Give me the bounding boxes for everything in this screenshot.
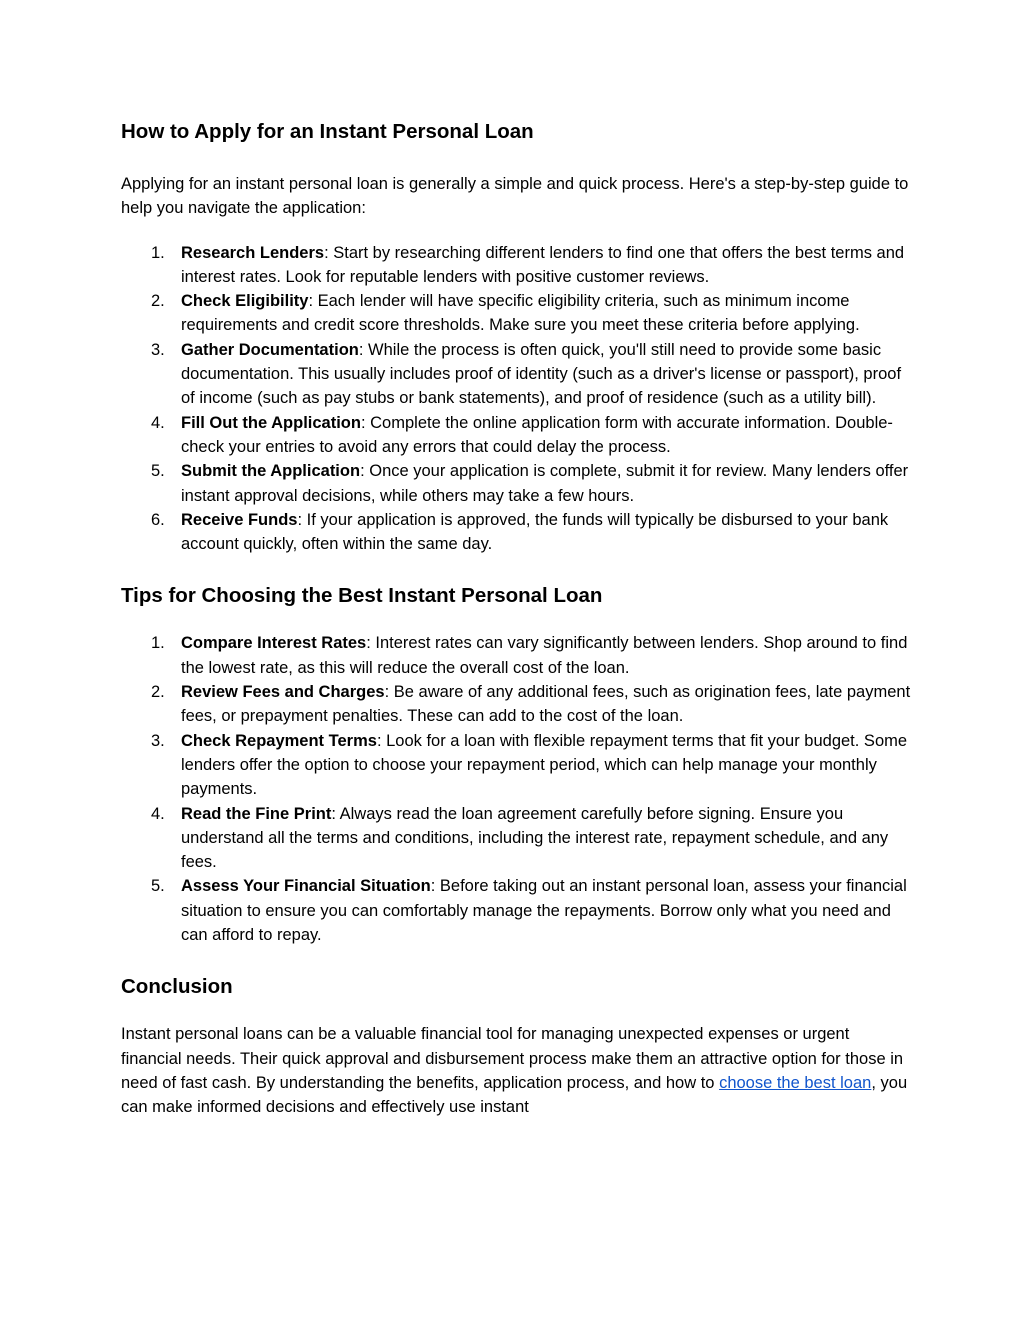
document-page (121, 118, 911, 1120)
list-item-title: Compare Interest Rates (181, 634, 367, 653)
list-item-text: : Interest rates can vary significantly between lenders. Shop around to find the lowest rate, as this will reduce the overall cost of the loan. (181, 634, 908, 677)
list-number: 4. (151, 413, 165, 432)
list-item (121, 411, 911, 460)
list-item (121, 680, 911, 729)
list-item-title: Receive Funds (181, 510, 298, 529)
list-item-text: : If your application is approved, the funds will typically be disbursed to your bank account quickly, often within the same day. (181, 510, 889, 554)
list-number: 5. (151, 877, 165, 896)
heading-conclusion: Conclusion (121, 975, 233, 999)
tips-list (121, 631, 911, 947)
list-item-title: Submit the Application (181, 462, 361, 481)
list-item (121, 241, 911, 290)
list-item-title: Check Eligibility (181, 292, 309, 311)
list-item-title: Assess Your Financial Situation (181, 877, 431, 896)
choose-best-loan-link[interactable]: choose the best loan (719, 1073, 872, 1092)
list-number: 3. (151, 731, 165, 750)
list-item (121, 508, 911, 557)
conclusion-text-before-link: Instant personal loans can be a valuable financial tool for managing unexpected expenses or urgent financial needs. Their quick approval and disbursement process make them an attractive option for those in need of fast cash. By understanding the benefits, application process, and how to (121, 1025, 904, 1092)
list-item (121, 289, 911, 338)
list-item-title: Read the Fine Print (181, 804, 332, 823)
intro-paragraph: Applying for an instant personal loan is generally a simple and quick process. Here's a step-by-step guide to help you navigate the application: (121, 175, 909, 218)
list-item-text: : Start by researching different lenders to find one that offers the best terms and interest rates. Look for reputable lenders with positive customer reviews. (181, 243, 905, 286)
list-item (121, 459, 911, 508)
list-item-text: : Each lender will have specific eligibility criteria, such as minimum income requirements and credit score thresholds. Make sure you meet these criteria before applying. (181, 292, 860, 335)
list-number: 2. (151, 683, 165, 702)
list-item-text: : Be aware of any additional fees, such as origination fees, late payment fees, or prepayment penalties. These can add to the cost of the loan. (181, 683, 911, 726)
list-number: 2. (151, 292, 165, 311)
list-number: 1. (151, 243, 165, 262)
list-item (121, 874, 911, 947)
heading-how-to-apply: How to Apply for an Instant Personal Loan (121, 120, 534, 143)
list-number: 5. (151, 462, 165, 481)
list-item-text: : Once your application is complete, submit it for review. Many lenders offer instant approval decisions, while others may take a few hours. (181, 462, 909, 505)
list-item (121, 338, 911, 411)
list-item-title: Research Lenders (181, 243, 325, 262)
list-item-text: : While the process is often quick, you'll still need to provide some basic documentation. This usually includes proof of identity (such as a driver's license or passport), proof of income (such as pay stubs or bank statements), and proof of residence (such as a utility bill). (181, 340, 902, 408)
list-item (121, 802, 911, 875)
conclusion-text-after-link: , you can make informed decisions and effectively use instant (121, 1073, 908, 1117)
heading-tips: Tips for Choosing the Best Instant Personal Loan (121, 584, 603, 608)
list-item (121, 631, 911, 680)
list-number: 4. (151, 804, 165, 823)
list-item-title: Check Repayment Terms (181, 731, 377, 750)
list-item-title: Review Fees and Charges (181, 683, 385, 702)
list-item-text: : Before taking out an instant personal loan, assess your financial situation to ensure you can comfortably manage the repayments. Borrow only what you need and can afford to repay. (181, 877, 907, 945)
list-item-text: : Complete the online application form with accurate information. Double-check your entries to avoid any errors that could delay the process. (181, 413, 893, 456)
list-item-title: Gather Documentation (181, 340, 359, 359)
list-item-text: : Always read the loan agreement carefully before signing. Ensure you understand all the terms and conditions, including the interest rate, repayment schedule, and any fees. (181, 804, 889, 872)
apply-steps-list (121, 241, 911, 557)
list-item (121, 729, 911, 802)
list-number: 3. (151, 340, 165, 359)
list-item-text: : Look for a loan with flexible repayment terms that fit your budget. Some lenders offer the option to choose your repayment period, which can help manage your monthly payments. (181, 731, 908, 799)
list-item-title: Fill Out the Application (181, 413, 361, 432)
list-number: 1. (151, 634, 165, 653)
conclusion-paragraph (121, 1022, 911, 1119)
list-number: 6. (151, 510, 165, 529)
